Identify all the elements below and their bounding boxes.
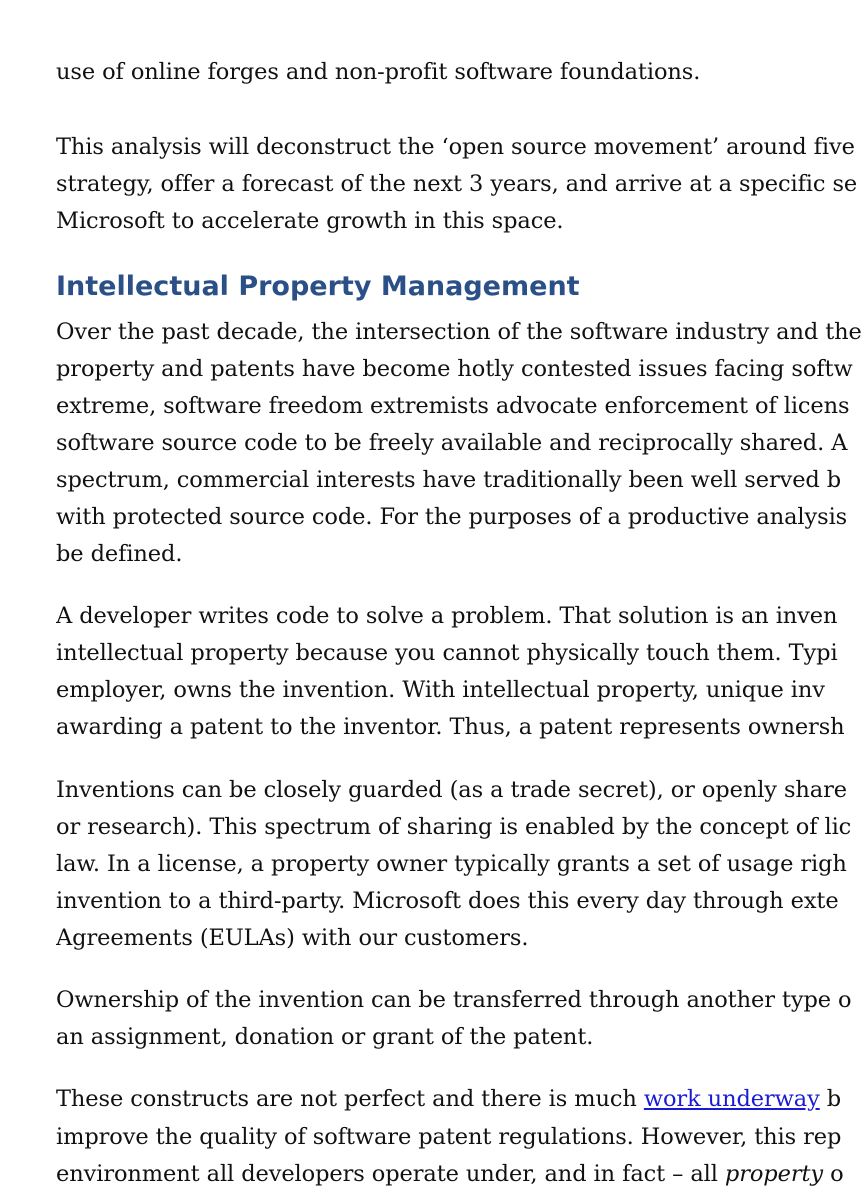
emphasized-word: property xyxy=(724,1161,824,1187)
body-text-line: A developer writes code to solve a problem. That solution is an inven xyxy=(56,603,838,629)
body-text-line: be defined. xyxy=(56,541,183,567)
body-text-line: software source code to be freely available and reciprocally shared. A xyxy=(56,430,848,456)
body-text-line: awarding a patent to the inventor. Thus, a patent represents ownersh xyxy=(56,714,845,740)
document-page xyxy=(56,0,863,1200)
body-text-line: or research). This spectrum of sharing is enabled by the concept of lic xyxy=(56,814,852,840)
body-text-segment: environment all developers operate under, and in fact – all xyxy=(56,1161,725,1187)
body-text-line: with protected source code. For the purposes of a productive analysis xyxy=(56,504,848,530)
body-text-line: improve the quality of software patent regulations. However, this rep xyxy=(56,1124,842,1150)
body-text-line: an assignment, donation or grant of the patent. xyxy=(56,1024,594,1050)
body-text-line: Ownership of the invention can be transferred through another type o xyxy=(56,987,852,1013)
body-text-line: property and patents have become hotly contested issues facing softw xyxy=(56,356,853,382)
body-text-line: Microsoft to accelerate growth in this space. xyxy=(56,208,564,234)
body-text-line: This analysis will deconstruct the ‘open source movement’ around five xyxy=(56,134,855,160)
body-text-line: spectrum, commercial interests have traditionally been well served b xyxy=(56,467,842,493)
body-text-line: law. In a license, a property owner typically grants a set of usage righ xyxy=(56,851,847,877)
body-text-line xyxy=(56,1159,844,1189)
body-text-line: employer, owns the invention. With intellectual property, unique inv xyxy=(56,677,825,703)
body-text-line: extreme, software freedom extremists advocate enforcement of licens xyxy=(56,393,850,419)
body-text-segment: These constructs are not perfect and there is much xyxy=(56,1086,644,1112)
body-text-line: Over the past decade, the intersection of the software industry and the xyxy=(56,319,862,345)
body-text-line: strategy, offer a forecast of the next 3 years, and arrive at a specific se xyxy=(56,171,858,197)
body-text-segment: b xyxy=(819,1086,842,1112)
body-text-segment: o xyxy=(823,1161,844,1187)
body-text-line: invention to a third-party. Microsoft does this every day through exte xyxy=(56,888,839,914)
section-heading: Intellectual Property Management xyxy=(56,271,580,302)
body-text-line xyxy=(56,1084,841,1114)
body-text-line: use of online forges and non-profit software foundations. xyxy=(56,59,701,85)
body-text-line: intellectual property because you cannot physically touch them. Typi xyxy=(56,640,838,666)
body-text-line: Agreements (EULAs) with our customers. xyxy=(56,925,529,951)
body-text-line: Inventions can be closely guarded (as a trade secret), or openly share xyxy=(56,777,847,803)
work-underway-link[interactable]: work underway xyxy=(643,1086,820,1112)
